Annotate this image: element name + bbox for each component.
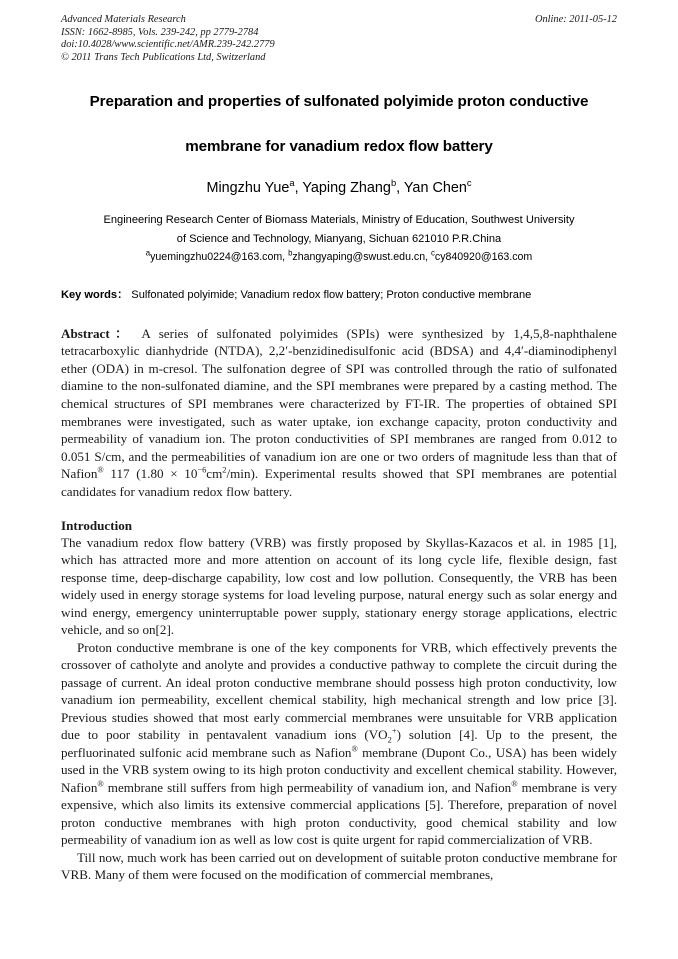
author-name-2: Yaping Zhang <box>302 180 391 197</box>
affiliation-line-1: Engineering Research Center of Biomass Materials, Ministry of Education, Southwest University <box>103 214 575 227</box>
keywords-label: Key words： <box>61 288 129 301</box>
abstract-block <box>61 325 617 501</box>
exponent-squared: 2 <box>222 465 227 475</box>
registered-trademark-icon-2: ® <box>97 779 104 789</box>
abstract-label: Abstract： <box>61 325 134 341</box>
online-date: Online: 2011-05-12 <box>534 14 617 25</box>
author-separator-2: , <box>396 180 404 197</box>
paragraph-2-part-c: membrane (Dupont Co., USA) has been widely used in the VRB system owing to its high proton conductivity and excellent chemical stability. However, Nafion <box>61 744 617 795</box>
affiliation-line-2: of Science and Technology, Mianyang, Sichuan 621010 P.R.China <box>176 232 502 245</box>
author-name-1: Mingzhu Yue <box>206 180 290 197</box>
copyright-line: © 2011 Trans Tech Publications Ltd, Switzerland <box>61 51 266 63</box>
keywords-block <box>61 288 617 302</box>
issn-line: ISSN: 1662-8985, Vols. 239-242, pp 2779-2784 <box>61 26 259 38</box>
paragraph-2-part-b: ) solution [4]. Up to the present, the perfluorinated sulfonic acid membrane such as Nafion <box>61 727 618 760</box>
author-emails <box>61 248 617 266</box>
introduction-heading: Introduction <box>61 517 133 533</box>
registered-trademark-icon-3: ® <box>511 779 518 789</box>
email-address-a[interactable]: yuemingzhu0224@163.com, <box>150 251 289 264</box>
journal-name: Advanced Materials Research <box>61 14 186 25</box>
author-affiliation-marker-2: b <box>390 177 397 189</box>
registered-trademark-icon-1: ® <box>351 744 358 754</box>
title-line-2: membrane for vanadium redox flow battery <box>185 138 493 156</box>
abstract-text-part-4: /min). Experimental results showed that SPI membranes are potential candidates for vanadium redox flow battery. <box>61 466 617 499</box>
abstract-text-part-2: 117 (1.80 × 10 <box>103 466 198 482</box>
affiliation-block <box>61 211 617 266</box>
abstract-text-part-3: cm <box>206 466 223 482</box>
email-marker-b: b <box>288 248 293 258</box>
email-address-b[interactable]: zhangyaping@swust.edu.cn, <box>292 251 431 264</box>
paragraph-2-part-a: Proton conductive membrane is one of the key components for VRB, which effectively prevents the crossover of catholyte and anolyte and provides a conductive pathway to complete the circuit during the passage of current. An ideal proton conductive membrane should possess high proton conductivity, low vanadium ion permeability, excellent chemical stability, high mechanical strength and low price [3]. Previous studies showed that most early commercial membranes were unsuitable for VRB application due to poor stability in pentavalent vanadium ions (VO <box>61 639 617 743</box>
publication-header <box>61 14 617 64</box>
paragraph-2-part-e: membrane is very expensive, which also limits its extensive commercial applications [5]. Therefore, preparation of novel proton conductive membranes with high proton conductivity, good chemical stability and low permeability of vanadium ion as well as low cost is quite urgent for rapid commercialization of VRB. <box>61 779 617 848</box>
subscript-two: 2 <box>387 735 392 745</box>
introduction-paragraph-2 <box>61 639 617 849</box>
abstract-text-part-1: A series of sulfonated polyimides (SPIs) were synthesized by 1,4,5,8-naphthalene tetracarboxylic dianhydride (NTDA), 2,2′-benzidinedisulfonic acid (BDSA) and 4,4′-diaminodiphenyl ether (ODA) in m-cresol. The sulfonation degree of SPI was controlled through the ratio of sulfonated diamine to the non-sulfonated diamine, and the SPI membranes were prepared by a casting method. The chemical structures of SPI membranes were characterized by FT-IR. The properties of obtained SPI membranes were investigated, such as water uptake, ion exchange capacity, proton conductivity and permeability of vanadium ion. The proton conductivities of SPI membranes are ranged from 0.012 to 0.051 S/cm, and the permeabilities of vanadium ion are one or two orders of magnitude less than that of Nafion <box>61 325 617 482</box>
author-affiliation-marker-1: a <box>289 177 295 189</box>
author-separator-1: , <box>294 180 303 197</box>
email-address-c[interactable]: cy840920@163.com <box>434 251 533 264</box>
exponent-negative-six: −6 <box>197 465 207 475</box>
paper-title <box>61 94 617 154</box>
superscript-plus: + <box>391 726 397 736</box>
keywords-value: Sulfonated polyimide; Vanadium redox flow battery; Proton conductive membrane <box>131 288 532 301</box>
author-name-3: Yan Chen <box>403 180 467 197</box>
author-list <box>61 177 617 197</box>
introduction-paragraph-1: The vanadium redox flow battery (VRB) was firstly proposed by Skyllas-Kazacos et al. in 1985 [1], which has attracted more and more attention on account of its long cycle life, flexible design, fast response time, deep-discharge capability, low cost and low pollution. Consequently, the VRB has been widely used in energy storage systems for load leveling purpose, natural energy such as solar energy and wind energy, emergency uninterruptable power supply, stationary energy storage applications, electric vehicle, and so on[2]. <box>61 534 617 638</box>
title-line-1: Preparation and properties of sulfonated polyimide proton conductive <box>89 93 589 111</box>
paragraph-2-part-d: membrane still suffers from high permeability of vanadium ion, and Nafion <box>103 779 512 795</box>
author-affiliation-marker-3: c <box>466 177 472 189</box>
registered-trademark-icon: ® <box>97 465 104 475</box>
doi-line: doi:10.4028/www.scientific.net/AMR.239-242.2779 <box>61 39 275 51</box>
introduction-paragraph-3: Till now, much work has been carried out on development of suitable proton conductive membrane for VRB. Many of them were focused on the modification of commercial membranes, <box>61 849 617 883</box>
email-marker-a: a <box>145 248 151 258</box>
email-marker-c: c <box>430 248 435 258</box>
